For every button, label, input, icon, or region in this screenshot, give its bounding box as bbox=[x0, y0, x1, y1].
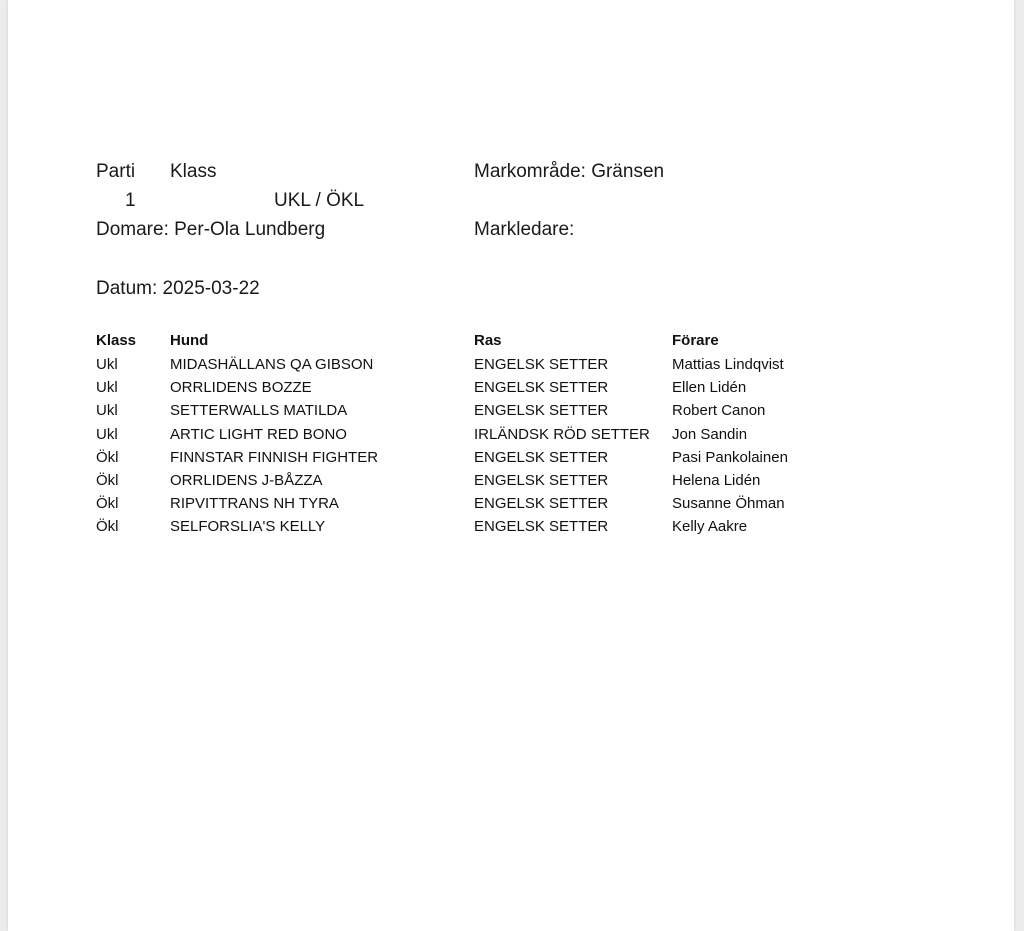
cell-hund: ORRLIDENS J-BÅZZA bbox=[170, 472, 323, 489]
cell-ras: ENGELSK SETTER bbox=[474, 402, 609, 420]
cell-ras: ENGELSK SETTER bbox=[474, 518, 609, 536]
cell-hund: ORRLIDENS BOZZE bbox=[170, 379, 312, 397]
cell-forare: Kelly Aakre bbox=[672, 518, 748, 536]
cell-ras: IRLÄNDSK RÖD SETTER bbox=[474, 425, 650, 443]
cell-klass: Ukl bbox=[96, 379, 118, 397]
cell-ras: ENGELSK SETTER bbox=[474, 356, 609, 373]
cell-hund: FINNSTAR FINNISH FIGHTER bbox=[170, 448, 379, 466]
cell-hund: MIDASHÄLLANS QA GIBSON bbox=[170, 356, 374, 373]
datum-text: Datum: 2025-03-22 bbox=[96, 278, 260, 299]
cell-ras: ENGELSK SETTER bbox=[474, 495, 609, 513]
cell-forare: Robert Canon bbox=[672, 402, 766, 420]
markomrade-text: Markområde: Gränsen bbox=[474, 161, 665, 182]
parti-value: 1 bbox=[125, 190, 136, 211]
column-header-forare: Förare bbox=[672, 332, 719, 349]
column-header-klass: Klass bbox=[96, 332, 137, 349]
cell-hund: RIPVITTRANS NH TYRA bbox=[170, 495, 339, 513]
cell-klass: Ökl bbox=[96, 472, 119, 489]
cell-hund: ARTIC LIGHT RED BONO bbox=[170, 425, 347, 443]
markledare-text: Markledare: bbox=[474, 219, 575, 240]
cell-klass: Ökl bbox=[96, 448, 119, 466]
cell-klass: Ukl bbox=[96, 425, 118, 443]
cell-forare: Helena Lidén bbox=[672, 472, 761, 489]
cell-ras: ENGELSK SETTER bbox=[474, 379, 609, 397]
parti-label: Parti bbox=[96, 161, 136, 182]
domare-text: Domare: Per-Ola Lundberg bbox=[96, 219, 326, 240]
cell-forare: Pasi Pankolainen bbox=[672, 448, 788, 466]
column-header-ras: Ras bbox=[474, 332, 502, 349]
document-page bbox=[8, 0, 1014, 931]
cell-klass: Ökl bbox=[96, 495, 119, 513]
klass-label: Klass bbox=[170, 161, 217, 182]
cell-forare: Jon Sandin bbox=[672, 425, 748, 443]
cell-klass: Ukl bbox=[96, 402, 118, 420]
cell-ras: ENGELSK SETTER bbox=[474, 448, 609, 466]
cell-forare: Mattias Lindqvist bbox=[672, 356, 784, 373]
cell-forare: Ellen Lidén bbox=[672, 379, 747, 397]
cell-forare: Susanne Öhman bbox=[672, 495, 785, 513]
cell-klass: Ukl bbox=[96, 356, 118, 373]
cell-hund: SELFORSLIA'S KELLY bbox=[170, 518, 326, 536]
cell-hund: SETTERWALLS MATILDA bbox=[170, 402, 348, 420]
klass-value: UKL / ÖKL bbox=[274, 190, 365, 211]
cell-klass: Ökl bbox=[96, 518, 119, 536]
column-header-hund: Hund bbox=[170, 332, 209, 349]
cell-ras: ENGELSK SETTER bbox=[474, 472, 609, 489]
